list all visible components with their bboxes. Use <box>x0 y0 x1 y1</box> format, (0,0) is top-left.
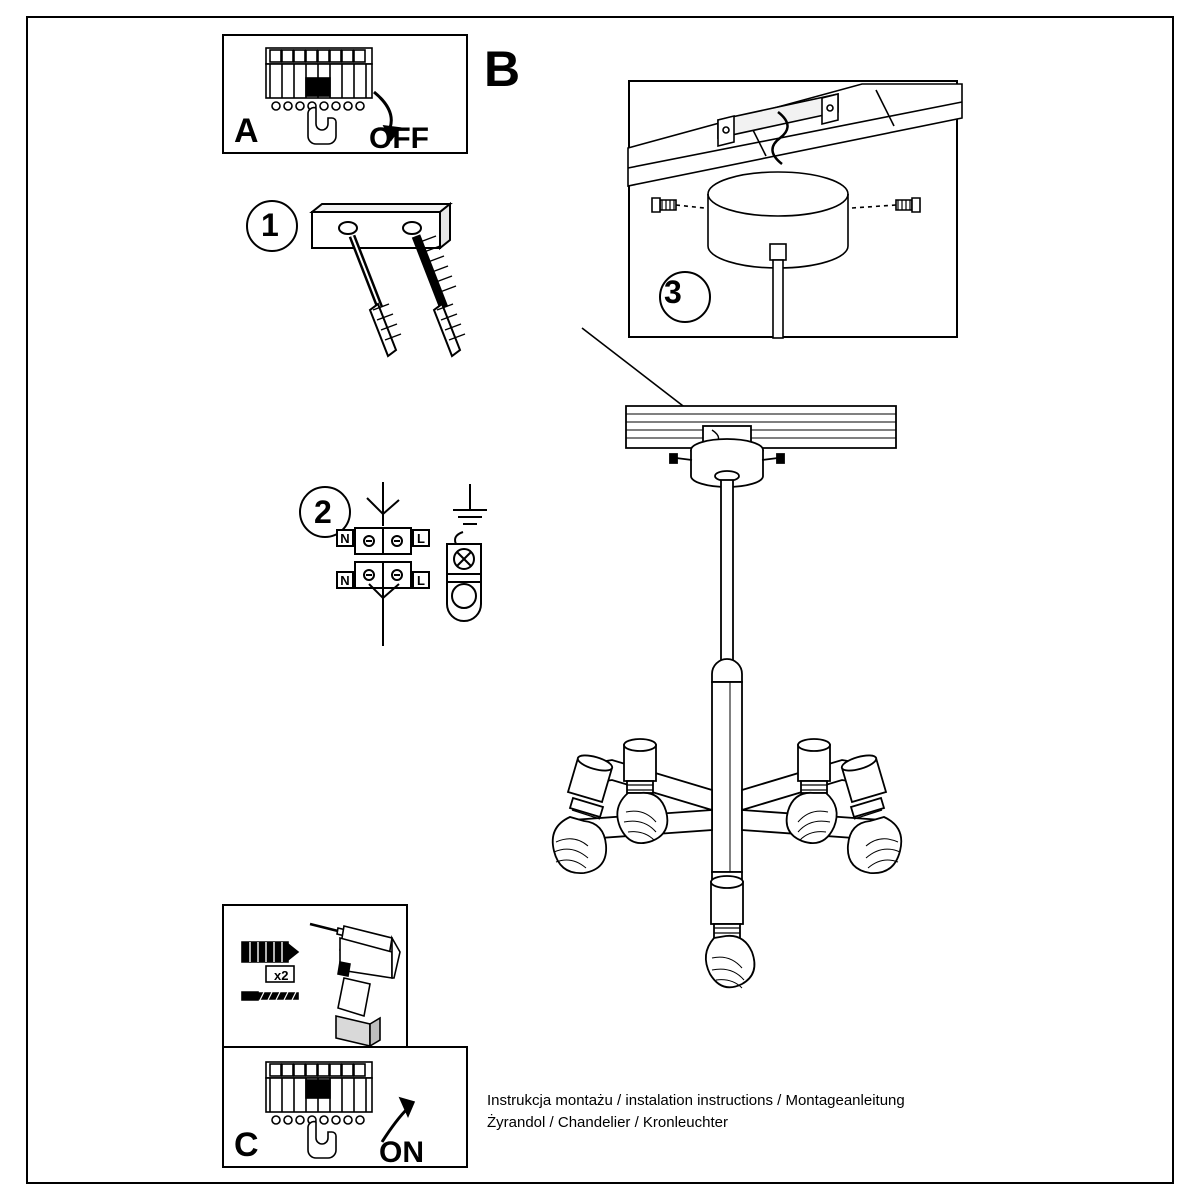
panel-a <box>222 34 468 154</box>
terminal-label-l-bottom: L <box>417 573 425 588</box>
panel-a-letter: A <box>234 112 259 150</box>
step-1-number: 1 <box>261 207 279 243</box>
chandelier-assembly-graphic <box>460 330 1180 1070</box>
caption-block <box>487 1090 987 1134</box>
step-2-number: 2 <box>314 494 332 530</box>
panel-c-action-label: ON <box>379 1136 424 1169</box>
terminal-label-n-bottom: N <box>340 573 350 588</box>
terminal-label-l-top: L <box>417 531 425 546</box>
panel-c-graphic <box>224 1048 470 1170</box>
panel-c-letter: C <box>234 1126 259 1164</box>
caption-line-2: Żyrandol / Chandelier / Kronleuchter <box>487 1114 728 1131</box>
panel-step-3 <box>628 80 958 338</box>
step-3-number-circle <box>650 262 720 332</box>
panel-c <box>222 1046 468 1168</box>
step-3-number: 3 <box>664 274 682 310</box>
caption-line-1: Instrukcja montażu / instalation instructions / Montageanleitung <box>487 1092 905 1109</box>
panel-b-main-drawing <box>460 330 1180 1070</box>
panel-a-action-label: OFF <box>369 122 429 155</box>
panel-a-graphic <box>224 36 470 156</box>
panel-tools <box>222 904 408 1052</box>
panel-b-letter: B <box>484 41 521 97</box>
tools-graphic <box>224 906 410 1054</box>
tools-quantity-label: x2 <box>274 968 289 983</box>
terminal-label-n-top: N <box>340 531 350 546</box>
